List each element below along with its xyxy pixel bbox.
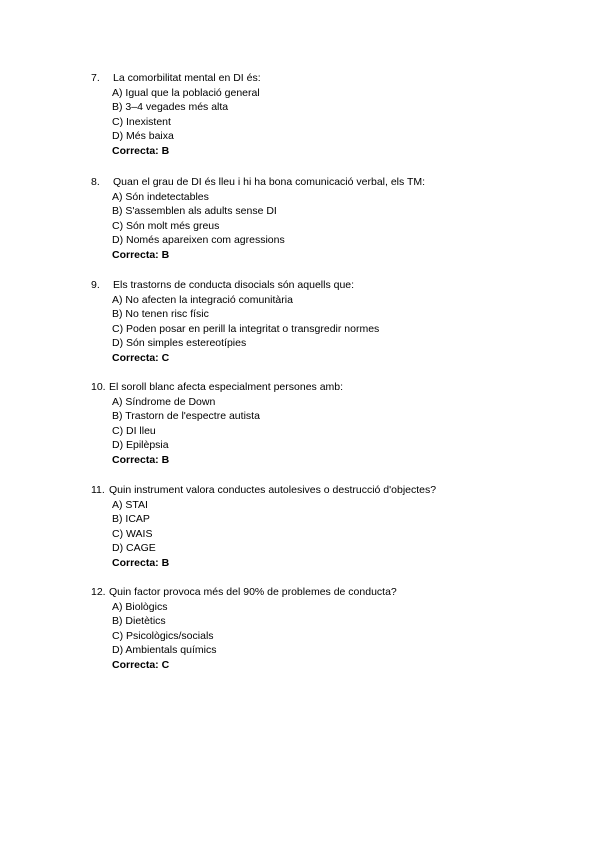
question-stem: [91, 585, 561, 600]
correct-answer: Correcta: B: [112, 248, 170, 261]
option-d: D) Només apareixen com agressions: [112, 234, 285, 246]
option-b: B) S'assemblen als adults sense DI: [112, 205, 277, 217]
question-stem: [91, 71, 561, 86]
correct-answer: Correcta: C: [112, 351, 170, 364]
question-stem: [91, 483, 561, 498]
option-a: A) No afecten la integració comunitària: [112, 293, 293, 306]
option-d: D) CAGE: [112, 542, 156, 554]
question-number: 11.: [91, 484, 105, 496]
question-7: [91, 71, 561, 158]
question-number: 8.: [91, 176, 100, 188]
question-10: [91, 380, 561, 467]
option-a: A) Igual que la població general: [112, 86, 260, 99]
option-d: D) Són simples estereotípies: [112, 337, 247, 349]
option-d: D) Ambientals químics: [112, 644, 217, 656]
question-stem: [91, 175, 561, 190]
question-8: [91, 175, 561, 262]
option-c: C) Inexistent: [112, 115, 171, 128]
option-b: B) ICAP: [112, 513, 150, 525]
question-number: 12.: [91, 586, 106, 598]
question-text: Els trastorns de conducta disocials són aquells que:: [113, 279, 355, 291]
option-c: C) Psicològics/socials: [112, 629, 214, 642]
option-c: C) DI lleu: [112, 424, 156, 437]
option-b: B) No tenen risc físic: [112, 308, 209, 320]
correct-answer: Correcta: B: [112, 453, 170, 466]
question-stem: [91, 380, 561, 395]
question-text: La comorbilitat mental en DI és:: [113, 72, 261, 84]
option-c: C) Són molt més greus: [112, 219, 220, 232]
option-a: A) Síndrome de Down: [112, 395, 216, 408]
question-text: El soroll blanc afecta especialment persones amb:: [109, 381, 344, 393]
option-a: A) STAI: [112, 498, 148, 511]
question-stem: [91, 278, 561, 293]
option-b: B) 3–4 vegades més alta: [112, 101, 229, 113]
option-b: B) Dietètics: [112, 615, 166, 627]
question-12: [91, 585, 561, 672]
question-9: [91, 278, 561, 365]
correct-answer: Correcta: B: [112, 556, 170, 569]
question-number: 10.: [91, 381, 106, 393]
option-a: A) Són indetectables: [112, 190, 209, 203]
option-c: C) WAIS: [112, 527, 153, 540]
correct-answer: Correcta: B: [112, 144, 170, 157]
question-text: Quan el grau de DI és lleu i hi ha bona comunicació verbal, els TM:: [113, 176, 426, 188]
question-11: [91, 483, 561, 570]
option-c: C) Poden posar en perill la integritat o transgredir normes: [112, 322, 380, 335]
question-number: 7.: [91, 72, 100, 84]
correct-answer: Correcta: C: [112, 658, 170, 671]
option-b: B) Trastorn de l'espectre autista: [112, 410, 260, 422]
option-d: D) Epilèpsia: [112, 439, 169, 451]
question-number: 9.: [91, 279, 100, 291]
question-text: Quin factor provoca més del 90% de problemes de conducta?: [109, 586, 397, 598]
option-a: A) Biològics: [112, 600, 168, 613]
option-d: D) Més baixa: [112, 130, 174, 142]
question-text: Quin instrument valora conductes autolesives o destrucció d'objectes?: [109, 484, 437, 496]
